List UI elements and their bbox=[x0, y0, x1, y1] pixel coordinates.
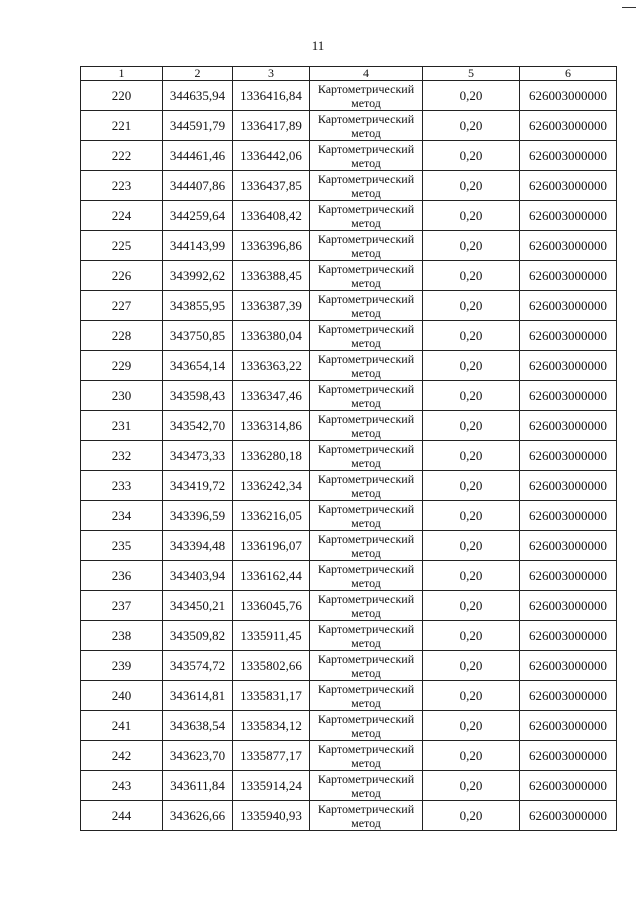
method-cell bbox=[310, 801, 423, 831]
code-cell: 626003000000 bbox=[520, 381, 617, 411]
method-line-1: Картометрический bbox=[317, 291, 415, 306]
table-row bbox=[81, 441, 617, 471]
x-coordinate-cell: 343509,82 bbox=[163, 621, 233, 651]
method-line-1: Картометрический bbox=[317, 351, 415, 366]
method-line-2: метод bbox=[351, 155, 381, 170]
point-number-cell: 239 bbox=[81, 651, 163, 681]
accuracy-cell: 0,20 bbox=[423, 531, 520, 561]
method-line-1: Картометрический bbox=[317, 501, 415, 516]
method-line-2: метод bbox=[351, 305, 381, 320]
page-number: 11 bbox=[311, 38, 325, 53]
code-cell: 626003000000 bbox=[520, 81, 617, 111]
table-row bbox=[81, 261, 617, 291]
y-coordinate-cell: 1336314,86 bbox=[233, 411, 310, 441]
method-line-2: метод bbox=[351, 335, 381, 350]
x-coordinate-cell: 343855,95 bbox=[163, 291, 233, 321]
x-coordinate-cell: 343992,62 bbox=[163, 261, 233, 291]
table-row bbox=[81, 201, 617, 231]
table-header-row bbox=[81, 67, 617, 81]
x-coordinate-cell: 343396,59 bbox=[163, 501, 233, 531]
table-row bbox=[81, 141, 617, 171]
method-line-2: метод bbox=[351, 395, 381, 410]
y-coordinate-cell: 1335802,66 bbox=[233, 651, 310, 681]
y-coordinate-cell: 1336045,76 bbox=[233, 591, 310, 621]
x-coordinate-cell: 344635,94 bbox=[163, 81, 233, 111]
x-coordinate-cell: 343598,43 bbox=[163, 381, 233, 411]
table-row bbox=[81, 531, 617, 561]
code-cell: 626003000000 bbox=[520, 141, 617, 171]
method-line-2: метод bbox=[351, 665, 381, 680]
method-line-1: Картометрический bbox=[317, 201, 415, 216]
method-cell bbox=[310, 591, 423, 621]
point-number-cell: 229 bbox=[81, 351, 163, 381]
method-cell bbox=[310, 111, 423, 141]
code-cell: 626003000000 bbox=[520, 591, 617, 621]
column-header-4: 4 bbox=[310, 67, 423, 81]
y-coordinate-cell: 1336216,05 bbox=[233, 501, 310, 531]
point-number-cell: 235 bbox=[81, 531, 163, 561]
accuracy-cell: 0,20 bbox=[423, 801, 520, 831]
point-number-cell: 241 bbox=[81, 711, 163, 741]
point-number-cell: 238 bbox=[81, 621, 163, 651]
x-coordinate-cell: 343638,54 bbox=[163, 711, 233, 741]
y-coordinate-cell: 1336242,34 bbox=[233, 471, 310, 501]
y-coordinate-cell: 1336416,84 bbox=[233, 81, 310, 111]
point-number-cell: 225 bbox=[81, 231, 163, 261]
method-line-1: Картометрический bbox=[317, 711, 415, 726]
method-line-2: метод bbox=[351, 635, 381, 650]
method-line-1: Картометрический bbox=[317, 261, 415, 276]
x-coordinate-cell: 344407,86 bbox=[163, 171, 233, 201]
method-cell bbox=[310, 441, 423, 471]
y-coordinate-cell: 1336417,89 bbox=[233, 111, 310, 141]
method-cell bbox=[310, 231, 423, 261]
y-coordinate-cell: 1336280,18 bbox=[233, 441, 310, 471]
method-line-2: метод bbox=[351, 365, 381, 380]
code-cell: 626003000000 bbox=[520, 291, 617, 321]
method-cell bbox=[310, 201, 423, 231]
method-line-2: метод bbox=[351, 815, 381, 830]
method-line-2: метод bbox=[351, 185, 381, 200]
y-coordinate-cell: 1335877,17 bbox=[233, 741, 310, 771]
x-coordinate-cell: 343574,72 bbox=[163, 651, 233, 681]
point-number-cell: 227 bbox=[81, 291, 163, 321]
accuracy-cell: 0,20 bbox=[423, 81, 520, 111]
accuracy-cell: 0,20 bbox=[423, 261, 520, 291]
method-cell bbox=[310, 711, 423, 741]
method-line-2: метод bbox=[351, 425, 381, 440]
point-number-cell: 226 bbox=[81, 261, 163, 291]
accuracy-cell: 0,20 bbox=[423, 201, 520, 231]
table-row bbox=[81, 561, 617, 591]
x-coordinate-cell: 343614,81 bbox=[163, 681, 233, 711]
point-number-cell: 243 bbox=[81, 771, 163, 801]
point-number-cell: 221 bbox=[81, 111, 163, 141]
method-cell bbox=[310, 141, 423, 171]
table-row bbox=[81, 171, 617, 201]
method-line-1: Картометрический bbox=[317, 561, 415, 576]
table-row bbox=[81, 501, 617, 531]
point-number-cell: 228 bbox=[81, 321, 163, 351]
point-number-cell: 232 bbox=[81, 441, 163, 471]
accuracy-cell: 0,20 bbox=[423, 711, 520, 741]
method-line-2: метод bbox=[351, 755, 381, 770]
table-row bbox=[81, 711, 617, 741]
code-cell: 626003000000 bbox=[520, 321, 617, 351]
table-row bbox=[81, 651, 617, 681]
method-cell bbox=[310, 351, 423, 381]
accuracy-cell: 0,20 bbox=[423, 501, 520, 531]
method-cell bbox=[310, 771, 423, 801]
method-line-1: Картометрический bbox=[317, 321, 415, 336]
table-row bbox=[81, 291, 617, 321]
method-line-1: Картометрический bbox=[317, 381, 415, 396]
y-coordinate-cell: 1336347,46 bbox=[233, 381, 310, 411]
y-coordinate-cell: 1335831,17 bbox=[233, 681, 310, 711]
code-cell: 626003000000 bbox=[520, 741, 617, 771]
method-line-1: Картометрический bbox=[317, 81, 415, 96]
accuracy-cell: 0,20 bbox=[423, 111, 520, 141]
coordinates-table bbox=[80, 66, 617, 831]
method-line-2: метод bbox=[351, 485, 381, 500]
method-line-2: метод bbox=[351, 275, 381, 290]
y-coordinate-cell: 1336196,07 bbox=[233, 531, 310, 561]
method-cell bbox=[310, 501, 423, 531]
accuracy-cell: 0,20 bbox=[423, 321, 520, 351]
method-cell bbox=[310, 621, 423, 651]
column-header-3: 3 bbox=[233, 67, 310, 81]
accuracy-cell: 0,20 bbox=[423, 171, 520, 201]
x-coordinate-cell: 344259,64 bbox=[163, 201, 233, 231]
accuracy-cell: 0,20 bbox=[423, 771, 520, 801]
accuracy-cell: 0,20 bbox=[423, 591, 520, 621]
method-cell bbox=[310, 561, 423, 591]
table-row bbox=[81, 681, 617, 711]
method-line-1: Картометрический bbox=[317, 231, 415, 246]
accuracy-cell: 0,20 bbox=[423, 231, 520, 261]
table-row bbox=[81, 621, 617, 651]
column-header-5: 5 bbox=[423, 67, 520, 81]
table-row bbox=[81, 771, 617, 801]
x-coordinate-cell: 343623,70 bbox=[163, 741, 233, 771]
method-line-1: Картометрический bbox=[317, 171, 415, 186]
method-cell bbox=[310, 261, 423, 291]
code-cell: 626003000000 bbox=[520, 201, 617, 231]
method-cell bbox=[310, 171, 423, 201]
code-cell: 626003000000 bbox=[520, 501, 617, 531]
point-number-cell: 237 bbox=[81, 591, 163, 621]
table-row bbox=[81, 231, 617, 261]
method-line-1: Картометрический bbox=[317, 801, 415, 816]
method-line-2: метод bbox=[351, 545, 381, 560]
accuracy-cell: 0,20 bbox=[423, 561, 520, 591]
x-coordinate-cell: 343654,14 bbox=[163, 351, 233, 381]
method-line-2: метод bbox=[351, 725, 381, 740]
method-line-1: Картометрический bbox=[317, 441, 415, 456]
accuracy-cell: 0,20 bbox=[423, 681, 520, 711]
code-cell: 626003000000 bbox=[520, 711, 617, 741]
point-number-cell: 233 bbox=[81, 471, 163, 501]
y-coordinate-cell: 1336396,86 bbox=[233, 231, 310, 261]
method-line-1: Картометрический bbox=[317, 471, 415, 486]
accuracy-cell: 0,20 bbox=[423, 381, 520, 411]
accuracy-cell: 0,20 bbox=[423, 141, 520, 171]
x-coordinate-cell: 343403,94 bbox=[163, 561, 233, 591]
accuracy-cell: 0,20 bbox=[423, 471, 520, 501]
code-cell: 626003000000 bbox=[520, 471, 617, 501]
y-coordinate-cell: 1336387,39 bbox=[233, 291, 310, 321]
method-line-2: метод bbox=[351, 575, 381, 590]
table-row bbox=[81, 381, 617, 411]
method-line-2: метод bbox=[351, 515, 381, 530]
method-line-1: Картометрический bbox=[317, 621, 415, 636]
accuracy-cell: 0,20 bbox=[423, 621, 520, 651]
x-coordinate-cell: 343473,33 bbox=[163, 441, 233, 471]
code-cell: 626003000000 bbox=[520, 411, 617, 441]
method-cell bbox=[310, 81, 423, 111]
point-number-cell: 224 bbox=[81, 201, 163, 231]
x-coordinate-cell: 343394,48 bbox=[163, 531, 233, 561]
x-coordinate-cell: 343450,21 bbox=[163, 591, 233, 621]
method-line-1: Картометрический bbox=[317, 741, 415, 756]
table-row bbox=[81, 411, 617, 441]
x-coordinate-cell: 343542,70 bbox=[163, 411, 233, 441]
y-coordinate-cell: 1336363,22 bbox=[233, 351, 310, 381]
code-cell: 626003000000 bbox=[520, 561, 617, 591]
method-line-1: Картометрический bbox=[317, 771, 415, 786]
point-number-cell: 230 bbox=[81, 381, 163, 411]
method-line-2: метод bbox=[351, 245, 381, 260]
code-cell: 626003000000 bbox=[520, 621, 617, 651]
y-coordinate-cell: 1336162,44 bbox=[233, 561, 310, 591]
y-coordinate-cell: 1336442,06 bbox=[233, 141, 310, 171]
y-coordinate-cell: 1335834,12 bbox=[233, 711, 310, 741]
accuracy-cell: 0,20 bbox=[423, 441, 520, 471]
code-cell: 626003000000 bbox=[520, 801, 617, 831]
method-line-1: Картометрический bbox=[317, 411, 415, 426]
code-cell: 626003000000 bbox=[520, 171, 617, 201]
code-cell: 626003000000 bbox=[520, 261, 617, 291]
table-row bbox=[81, 81, 617, 111]
point-number-cell: 220 bbox=[81, 81, 163, 111]
point-number-cell: 223 bbox=[81, 171, 163, 201]
method-cell bbox=[310, 651, 423, 681]
point-number-cell: 242 bbox=[81, 741, 163, 771]
code-cell: 626003000000 bbox=[520, 681, 617, 711]
y-coordinate-cell: 1335914,24 bbox=[233, 771, 310, 801]
method-line-1: Картометрический bbox=[317, 531, 415, 546]
method-cell bbox=[310, 531, 423, 561]
method-line-2: метод bbox=[351, 605, 381, 620]
method-cell bbox=[310, 741, 423, 771]
table-row bbox=[81, 351, 617, 381]
y-coordinate-cell: 1335940,93 bbox=[233, 801, 310, 831]
code-cell: 626003000000 bbox=[520, 111, 617, 141]
method-cell bbox=[310, 681, 423, 711]
method-line-2: метод bbox=[351, 95, 381, 110]
method-line-2: метод bbox=[351, 125, 381, 140]
x-coordinate-cell: 343626,66 bbox=[163, 801, 233, 831]
method-cell bbox=[310, 291, 423, 321]
table-row bbox=[81, 471, 617, 501]
point-number-cell: 244 bbox=[81, 801, 163, 831]
point-number-cell: 231 bbox=[81, 411, 163, 441]
method-line-1: Картометрический bbox=[317, 681, 415, 696]
y-coordinate-cell: 1336437,85 bbox=[233, 171, 310, 201]
x-coordinate-cell: 344143,99 bbox=[163, 231, 233, 261]
point-number-cell: 236 bbox=[81, 561, 163, 591]
method-line-1: Картометрический bbox=[317, 141, 415, 156]
method-cell bbox=[310, 321, 423, 351]
y-coordinate-cell: 1335911,45 bbox=[233, 621, 310, 651]
point-number-cell: 222 bbox=[81, 141, 163, 171]
method-cell bbox=[310, 411, 423, 441]
code-cell: 626003000000 bbox=[520, 441, 617, 471]
corner-mark bbox=[622, 7, 636, 8]
column-header-1: 1 bbox=[81, 67, 163, 81]
code-cell: 626003000000 bbox=[520, 771, 617, 801]
table-row bbox=[81, 321, 617, 351]
table-row bbox=[81, 741, 617, 771]
method-line-2: метод bbox=[351, 455, 381, 470]
table-row bbox=[81, 111, 617, 141]
x-coordinate-cell: 343750,85 bbox=[163, 321, 233, 351]
x-coordinate-cell: 343611,84 bbox=[163, 771, 233, 801]
method-cell bbox=[310, 471, 423, 501]
table-row bbox=[81, 591, 617, 621]
method-line-1: Картометрический bbox=[317, 111, 415, 126]
table-row bbox=[81, 801, 617, 831]
method-line-1: Картометрический bbox=[317, 651, 415, 666]
method-line-2: метод bbox=[351, 695, 381, 710]
table-body bbox=[81, 81, 617, 831]
y-coordinate-cell: 1336380,04 bbox=[233, 321, 310, 351]
accuracy-cell: 0,20 bbox=[423, 351, 520, 381]
point-number-cell: 240 bbox=[81, 681, 163, 711]
method-line-2: метод bbox=[351, 215, 381, 230]
column-header-2: 2 bbox=[163, 67, 233, 81]
code-cell: 626003000000 bbox=[520, 531, 617, 561]
x-coordinate-cell: 343419,72 bbox=[163, 471, 233, 501]
method-line-1: Картометрический bbox=[317, 591, 415, 606]
accuracy-cell: 0,20 bbox=[423, 411, 520, 441]
column-header-6: 6 bbox=[520, 67, 617, 81]
code-cell: 626003000000 bbox=[520, 651, 617, 681]
x-coordinate-cell: 344461,46 bbox=[163, 141, 233, 171]
method-cell bbox=[310, 381, 423, 411]
y-coordinate-cell: 1336408,42 bbox=[233, 201, 310, 231]
x-coordinate-cell: 344591,79 bbox=[163, 111, 233, 141]
accuracy-cell: 0,20 bbox=[423, 291, 520, 321]
code-cell: 626003000000 bbox=[520, 351, 617, 381]
accuracy-cell: 0,20 bbox=[423, 651, 520, 681]
accuracy-cell: 0,20 bbox=[423, 741, 520, 771]
point-number-cell: 234 bbox=[81, 501, 163, 531]
code-cell: 626003000000 bbox=[520, 231, 617, 261]
y-coordinate-cell: 1336388,45 bbox=[233, 261, 310, 291]
method-line-2: метод bbox=[351, 785, 381, 800]
